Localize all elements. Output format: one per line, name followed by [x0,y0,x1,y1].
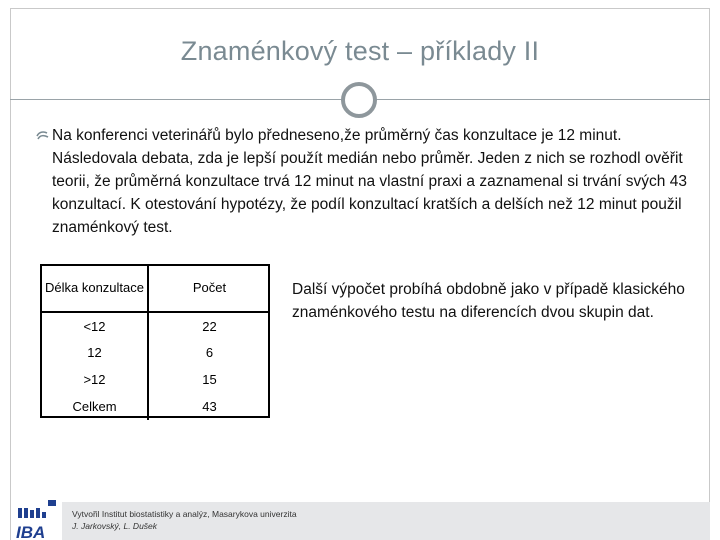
table-row [42,366,270,393]
table-cell: 12 [42,339,148,366]
footer-institution: Vytvořil Institut biostatistiky a analýz, Masarykova univerzita [72,509,297,519]
table-row [42,393,270,420]
table-row [42,339,270,366]
side-note: Další výpočet probíhá obdobně jako v případě klasického znaménkového testu na diferencích dvou skupin dat. [292,281,685,321]
logo-text: IBA [16,523,46,540]
column-header-duration: Délka konzultace [42,264,148,312]
divider-circle-ornament [341,82,377,118]
table-cell: 15 [202,372,217,387]
intro-paragraph: Na konferenci veterinářů bylo předneseno,že průměrný čas konzultace je 12 minut. Následovala debata, zda je lepší použít medián nebo průměr. Jeden z nich se rozhodl ověřit teorii, že průměrná konzultace trvá 12 minut na vlastní praxi a zaznamenal si trvání svých 43 konzultací. K otestování hypotézy, že podíl konzultací kratších a delších než 12 minut použil znaménkový test. [52,127,687,236]
consultation-table [42,264,270,420]
table-cell: 43 [202,399,217,414]
footer [72,508,297,532]
table-cell: >12 [42,366,148,393]
footer-authors: J. Jarkovský, L. Dušek [72,521,158,531]
table-cell: 6 [205,345,214,360]
bullet-icon [34,127,50,143]
table-cell: <12 [42,312,148,339]
column-header-count: Počet [148,264,270,312]
table-header-row [42,264,270,312]
slide-title: Znaménkový test – příklady II [180,36,540,66]
iba-logo [12,496,60,540]
table-cell: 22 [202,318,217,334]
table-cell: Celkem [42,393,148,420]
table-row [42,312,270,339]
